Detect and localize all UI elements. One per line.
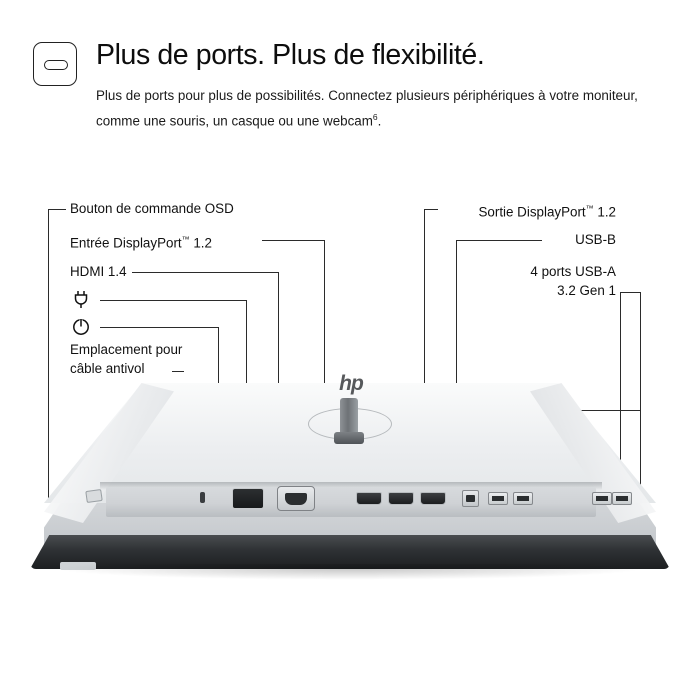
callout-label-security-slot-2: câble antivol — [70, 361, 145, 376]
leader-line-usbb-h — [456, 240, 542, 241]
callout-label-dp-out-suffix: 1.2 — [593, 204, 616, 220]
callout-label-hdmi: HDMI 1.4 — [70, 264, 127, 279]
monitor-stand-neck — [318, 372, 382, 444]
leader-line-hdmi-h — [132, 272, 278, 273]
callout-label-dp-in-tm: ™ — [181, 235, 190, 244]
monitor-drop-shadow — [55, 564, 645, 580]
callout-label-usb-a-1: 4 ports USB-A — [530, 264, 616, 279]
leader-line-dpout-h — [424, 209, 438, 210]
subtitle-line-1: Plus de ports pour plus de possibilités. Connectez plusieurs périphériques — [96, 88, 535, 103]
usb-b-port — [462, 490, 479, 507]
callout-label-osd-button: Bouton de commande OSD — [70, 201, 234, 216]
hdmi-port-2 — [388, 492, 414, 505]
power-plug-icon — [70, 288, 94, 312]
callout-label-dp-out — [300, 200, 616, 222]
osd-control-button — [200, 492, 205, 503]
page-title: Plus de ports. Plus de flexibilité. — [96, 39, 485, 71]
callout-label-dp-in-text: Entrée DisplayPort — [70, 235, 182, 251]
leader-line-power-button-h — [100, 327, 218, 328]
ac-power-connector — [277, 486, 315, 511]
stand-neck-base-shape — [334, 432, 364, 444]
leader-line-power-connector-h — [100, 300, 246, 301]
subtitle-line-2: à votre moniteur, comme une souris, un casque ou une webcam — [96, 88, 638, 128]
connector-plug-icon — [33, 42, 77, 86]
subtitle-footnote-marker: 6 — [372, 111, 378, 122]
callout-label-dp-in-suffix: 1.2 — [189, 235, 212, 251]
usb-a-port-4 — [612, 492, 632, 505]
usb-a-port-1 — [488, 492, 508, 505]
subtitle-end: . — [377, 112, 382, 128]
leader-line-osd-h — [48, 209, 66, 210]
callout-label-usb-b: USB-B — [575, 232, 616, 247]
power-button-icon — [70, 315, 94, 339]
callout-label-usb-a-2: 3.2 Gen 1 — [557, 283, 616, 298]
displayport-in-port — [420, 492, 446, 505]
callout-label-dp-in — [70, 231, 212, 253]
callout-label-dp-out-text: Sortie DisplayPort — [478, 204, 586, 220]
callout-label-dp-out-tm: ™ — [585, 204, 594, 213]
hdmi-port-1 — [356, 492, 382, 505]
callout-label-security-slot-1: Emplacement pour — [70, 342, 183, 357]
page-subtitle — [96, 85, 641, 131]
usb-a-port-2 — [513, 492, 533, 505]
kensington-lock-slot — [85, 489, 103, 503]
monitor-rear-illustration — [0, 350, 700, 610]
usb-a-port-3 — [592, 492, 612, 505]
header-section — [0, 0, 700, 150]
plug-body-shape — [44, 60, 68, 70]
power-button-port — [232, 488, 264, 509]
leader-line-usba-h — [620, 292, 640, 293]
hp-logo: hp — [339, 372, 363, 395]
